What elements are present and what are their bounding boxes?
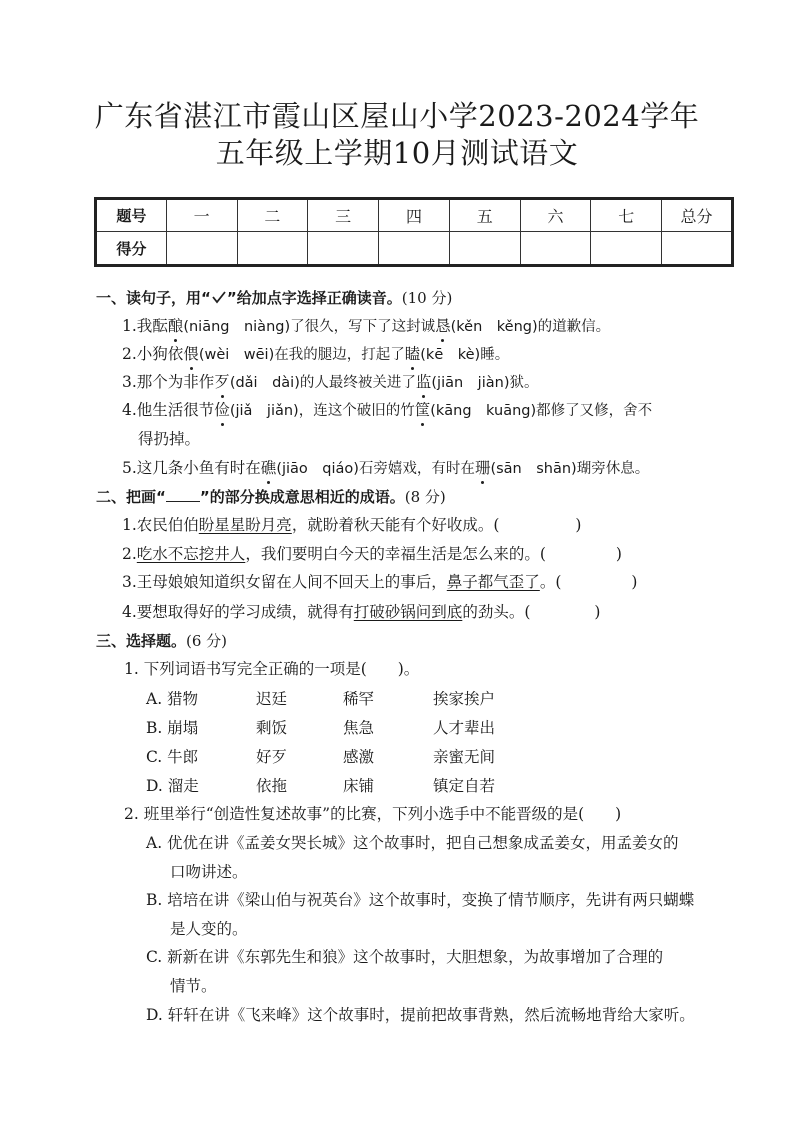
option-word: 依拖 (256, 777, 288, 795)
score-table-col-3: 三 (308, 199, 379, 232)
section2-points: (8 分) (404, 488, 446, 506)
section1-heading (96, 287, 452, 309)
s3-q2-option-a-cont: 口吻讲述。 (170, 863, 248, 881)
s3-q2-option-b[interactable]: B. 培培在讲《梁山伯与祝英台》这个故事时，变换了情节顺序，先讲有两只蝴蝶 (146, 891, 695, 909)
dotted-char: 珊 (474, 459, 491, 477)
q-text: 5.这几条小鱼有时在 (122, 459, 261, 477)
q-text: (niāng niàng)了很久，写下了这封诚 (183, 319, 436, 335)
score-row-label: 得分 (96, 232, 167, 266)
option-word: 人才辈出 (433, 719, 496, 737)
s1-question-4-cont: 得扔掉。 (138, 430, 201, 448)
option-word: 剩饭 (256, 719, 288, 737)
checkmark-icon (211, 290, 227, 304)
q-text: 的劲头。( (462, 603, 531, 621)
score-table-header-label: 题号 (96, 199, 167, 232)
q-text: (jiǎ jiǎn)，连这个破旧的竹 (229, 403, 415, 419)
q-text: 4.要想取得好的学习成绩，就得有 (122, 603, 354, 621)
q-text: 3.那个为非作 (122, 373, 215, 391)
q-text: (kěn kěng)的道歉信。 (450, 319, 611, 335)
s2-question-2 (122, 543, 622, 565)
section1-heading-pre: 一、读句子，用“ (96, 289, 211, 307)
s3-q2-option-a[interactable]: A. 优优在讲《孟姜女哭长城》这个故事时，把自己想象成孟姜女，用孟姜女的 (146, 834, 679, 852)
page-title-line1: 广东省湛江市霞山区屋山小学2023-2024学年 (94, 99, 700, 133)
option-word: 挨家挨户 (433, 690, 496, 708)
s3-q2-stem: 2. 班里举行“创造性复述故事”的比赛，下列小选手中不能晋级的是( ) (124, 805, 622, 823)
score-table (94, 197, 734, 267)
s3-q2-option-d[interactable]: D. 轩轩在讲《飞来峰》这个故事时，提前把故事背熟，然后流畅地背给大家听。 (146, 1006, 695, 1024)
dotted-char: 酿 (167, 317, 184, 335)
q-text: 2. (122, 545, 137, 563)
q-text: 4.他生活很节 (122, 401, 215, 419)
s1-question-2 (122, 343, 509, 366)
s2-question-1 (122, 514, 581, 536)
dotted-char: 偎 (183, 345, 199, 363)
section2-heading (96, 486, 446, 508)
q-text: 1.我酝 (122, 317, 168, 335)
q-text: (jiān jiàn)狱。 (431, 375, 539, 391)
s1-question-4 (122, 399, 652, 422)
section3-heading (96, 630, 227, 652)
section1-points: (10 分) (401, 289, 453, 307)
dotted-char: 瞌 (404, 345, 421, 363)
option-word: 迟廷 (256, 690, 288, 708)
underlined-phrase: 盼星星盼月亮 (198, 516, 292, 534)
q-text: ，就盼着秋天能有个好收成。( (291, 516, 500, 534)
option-word: 稀罕 (343, 690, 375, 708)
underlined-phrase: 鼻子都气歪了 (446, 573, 540, 591)
option-word: 镇定自若 (433, 777, 496, 795)
option-word: 好歹 (256, 748, 288, 766)
q-text: ) (594, 603, 601, 621)
s2-question-3 (122, 571, 637, 593)
dotted-char: 监 (415, 373, 432, 391)
underlined-phrase: 吃水不忘挖井人 (136, 545, 246, 563)
dotted-char: 恳 (435, 317, 451, 335)
option-word: B. 崩塌 (146, 719, 199, 737)
score-cell (166, 232, 237, 266)
q-text: (kāng kuāng)都修了又修，舍不 (430, 403, 653, 419)
score-cell (308, 232, 379, 266)
score-table-col-4: 四 (379, 199, 450, 232)
q-text: (kē kè)睡。 (420, 347, 510, 363)
underlined-phrase: 打破砂锅问到底 (353, 603, 463, 621)
q-text: ) (615, 545, 622, 563)
s3-q2-option-b-cont: 是人变的。 (170, 920, 248, 938)
s1-question-3 (122, 371, 538, 394)
score-table-col-total: 总分 (662, 199, 733, 232)
q-text: 。( (539, 573, 562, 591)
score-cell (379, 232, 450, 266)
q-text: ) (575, 516, 582, 534)
score-table-col-7: 七 (591, 199, 662, 232)
section3-points: (6 分) (186, 632, 228, 650)
option-word: 焦急 (343, 719, 375, 737)
dotted-char: 俭 (214, 401, 230, 419)
score-cell (449, 232, 520, 266)
s3-q1-stem: 1. 下列词语书写完全正确的一项是( )。 (124, 660, 420, 678)
q-text: 2.小狗依 (122, 345, 184, 363)
option-word: 床铺 (343, 777, 375, 795)
option-word: C. 牛郎 (146, 748, 199, 766)
q-text: ) (631, 573, 638, 591)
section2-heading-pre: 二、把画“ (96, 488, 166, 506)
option-word: 感激 (343, 748, 375, 766)
dotted-char: 礁 (260, 459, 277, 477)
score-cell (662, 232, 733, 266)
s3-q2-option-c-cont: 情节。 (170, 977, 217, 995)
option-word: A. 猎物 (146, 690, 199, 708)
dotted-char: 筐 (414, 401, 431, 419)
q-text: (wèi wēi)在我的腿边，打起了 (198, 347, 405, 363)
section1-heading-post: ”给加点字选择正确读音。 (226, 289, 402, 307)
score-table-col-6: 六 (520, 199, 591, 232)
score-table-col-1: 一 (166, 199, 237, 232)
q-text: 3.王母娘娘知道织女留在人间不回天上的事后， (122, 573, 447, 591)
score-cell (520, 232, 591, 266)
section2-heading-post: ”的部分换成意思相近的成语。 (199, 488, 405, 506)
q-text: (jiāo qiáo)石旁嬉戏，有时在 (276, 461, 475, 477)
score-cell (237, 232, 308, 266)
score-table-col-2: 二 (237, 199, 308, 232)
score-table-col-5: 五 (449, 199, 520, 232)
option-word: D. 溜走 (146, 777, 199, 795)
option-word: 亲蜜无间 (433, 748, 496, 766)
q-text: ，我们要明白今天的幸福生活是怎么来的。( (245, 545, 546, 563)
q-text: (dǎi dài)的人最终被关进了 (229, 375, 416, 391)
section3-heading-text: 三、选择题。 (96, 632, 187, 650)
q-text: (sān shān)瑚旁休息。 (490, 461, 650, 477)
s2-question-4 (122, 601, 600, 623)
dotted-char: 歹 (214, 373, 230, 391)
underline-sample (166, 487, 200, 502)
q-text: 1.农民伯伯 (122, 516, 199, 534)
s1-question-1 (122, 315, 610, 338)
score-cell (591, 232, 662, 266)
s3-q2-option-c[interactable]: C. 新新在讲《东郭先生和狼》这个故事时，大胆想象，为故事增加了合理的 (146, 948, 664, 966)
s1-question-5 (122, 457, 649, 480)
page-title-line2: 五年级上学期10月测试语文 (215, 136, 579, 170)
